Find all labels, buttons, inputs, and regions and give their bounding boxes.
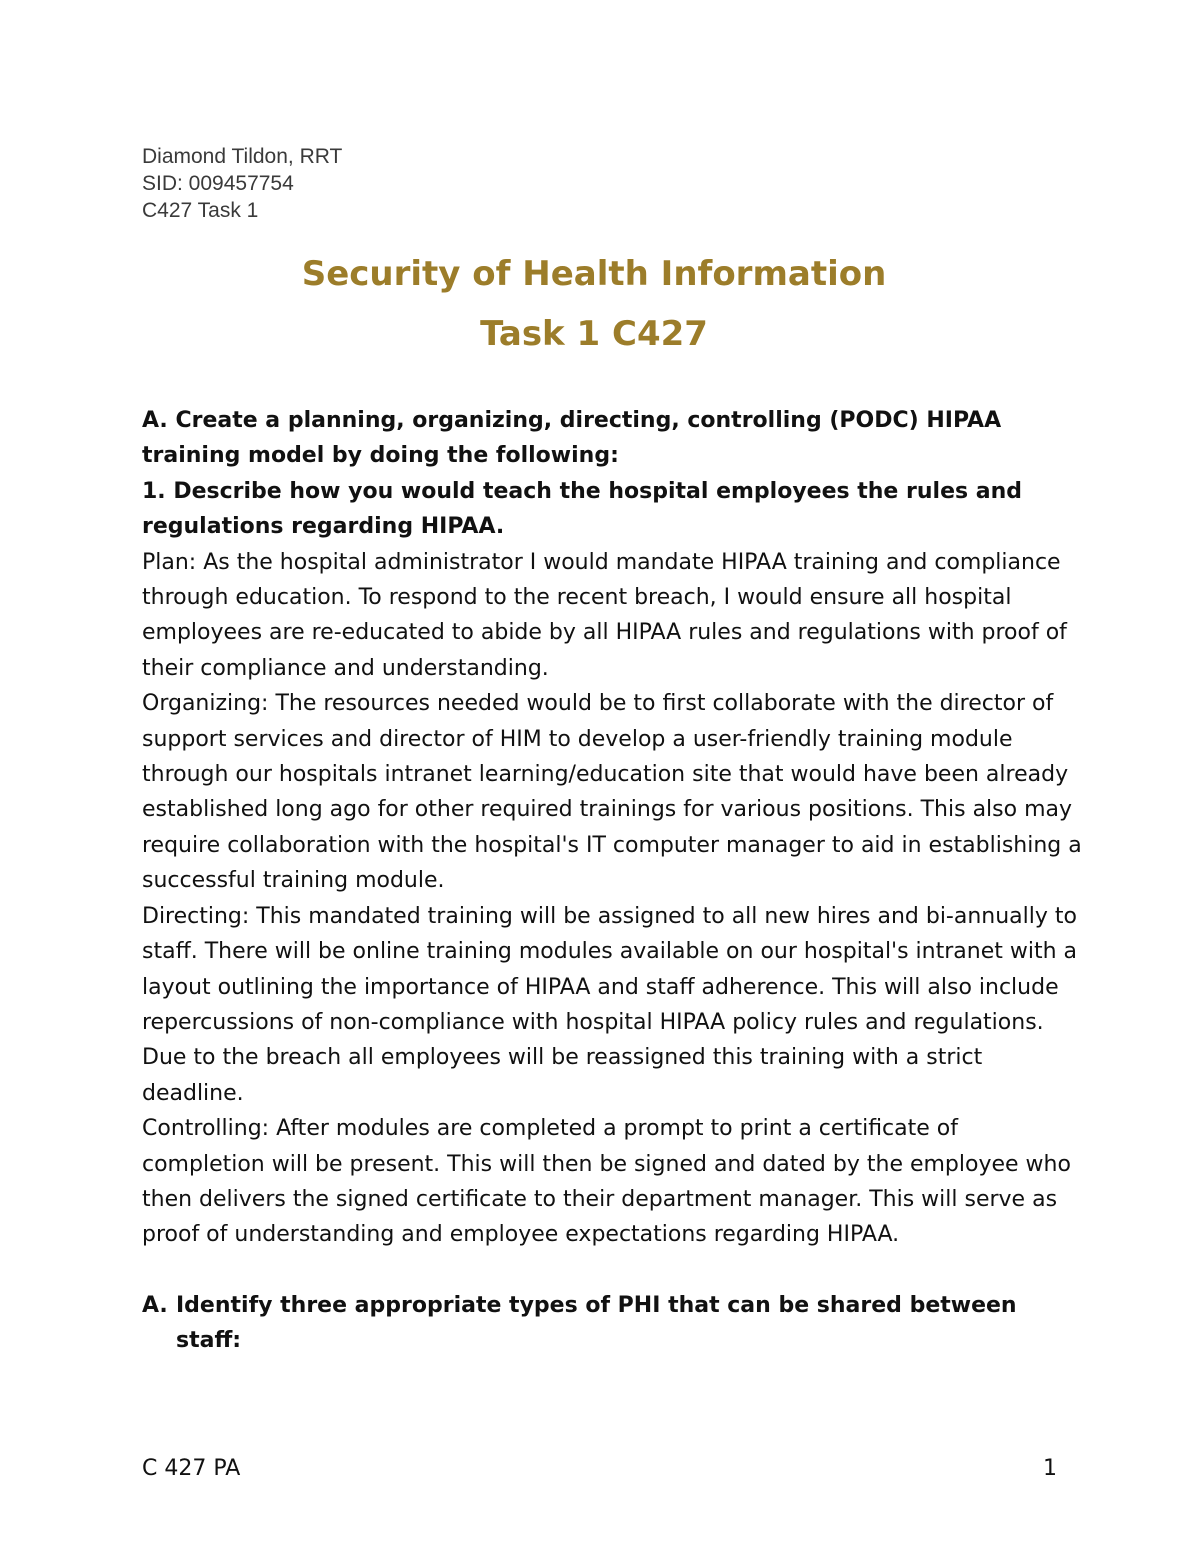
question-1: 1. Describe how you would teach the hospital employees the rules and regulations regarding HIPAA. [142,478,1022,540]
document-body [142,403,1082,1359]
plan-paragraph: Plan: As the hospital administrator I would mandate HIPAA training and compliance through education. To respond to the recent breach, I would ensure all hospital employees are re-educated to abide by all HIPAA rules and regulations with proof of their compliance and understanding. [142,549,1067,681]
section-a2-heading [142,1288,1082,1359]
footer-course-label: C 427 PA [142,1456,241,1481]
author-header [142,143,342,224]
section-a-heading: A. Create a planning, organizing, directing, controlling (PODC) HIPAA training model by doing the following: [142,408,1002,469]
list-marker: A. [142,1292,168,1318]
page-number: 1 [1043,1456,1057,1481]
paragraph-spacer [142,1253,1082,1288]
task-label: C427 Task 1 [142,199,259,222]
directing-paragraph: Directing: This mandated training will be assigned to all new hires and bi-annually to staff. There will be online training modules available on our hospital's intranet with a layout outlining the importance of HIPAA and staff adherence. This will also include repercussions of non-compliance with hospital HIPAA policy rules and regulations. Due to the breach all employees will be reassigned this training with a strict deadline. [142,903,1078,1106]
document-title: Security of Health Information [301,254,887,294]
author-name: Diamond Tildon, RRT [142,145,343,168]
organizing-paragraph: Organizing: The resources needed would be to first collaborate with the director of support services and director of HIM to develop a user-friendly training module through our hospitals intranet learning/education site that would have been already established long ago for other required trainings for various positions. This also may require collaboration with the hospital's IT computer manager to aid in establishing a successful training module. [142,691,1082,894]
student-id: SID: 009457754 [142,172,294,195]
section-a2-text: Identify three appropriate types of PHI that can be shared between staff: [176,1292,1017,1354]
controlling-paragraph: Controlling: After modules are completed a prompt to print a certificate of completion will be present. This will then be signed and dated by the employee who then delivers the signed certificate to their department manager. This will serve as proof of understanding and employee expectations regarding HIPAA. [142,1116,1071,1248]
document-subtitle: Task 1 C427 [480,314,708,354]
